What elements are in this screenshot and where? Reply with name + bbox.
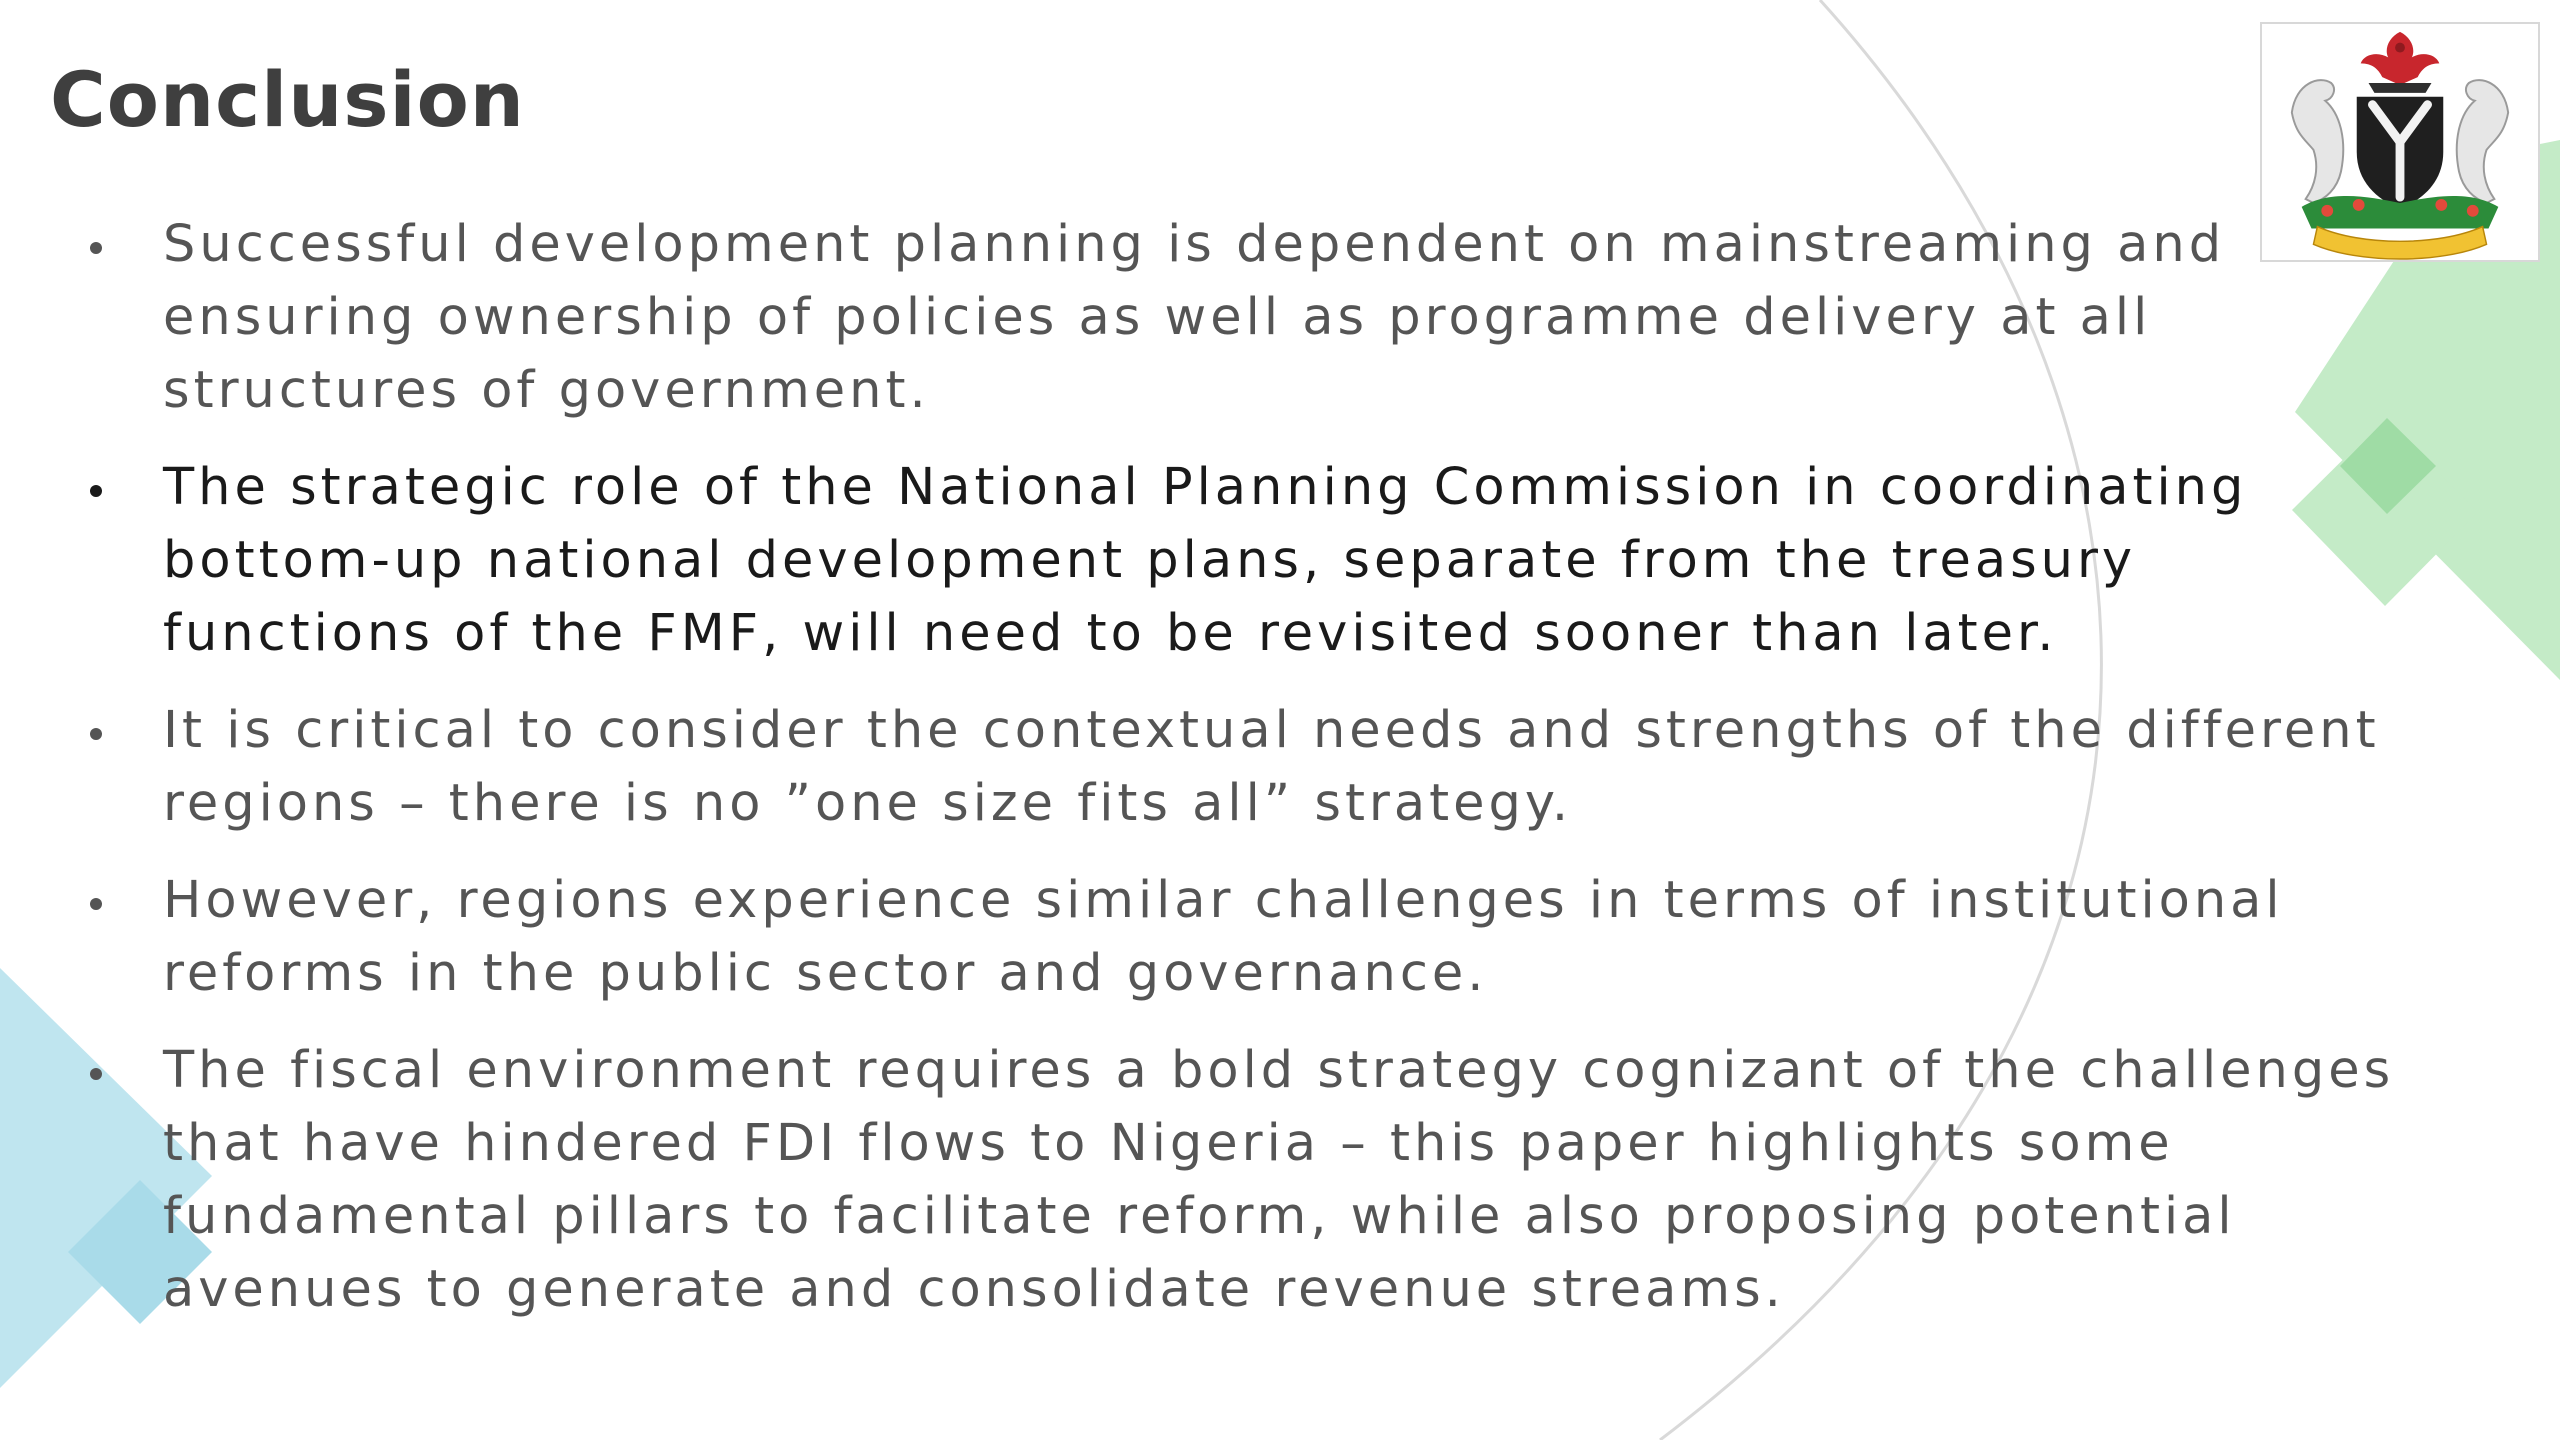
shield-icon <box>2357 97 2444 209</box>
bullet-item <box>0 694 2400 840</box>
horse-right-icon <box>2457 80 2508 203</box>
bullet-item <box>0 208 2400 427</box>
slide-title: Conclusion <box>50 55 525 144</box>
bullet-text: Successful development planning is dependent on mainstreaming and ensuring ownership of policies as well as programme delivery at all structures of government. <box>163 215 2226 420</box>
motto-ribbon-icon <box>2313 227 2486 259</box>
bullet-item <box>0 451 2400 670</box>
bullet-text: It is critical to consider the contextual needs and strengths of the different regions – there is no ”one size fits all” strategy. <box>163 701 2380 833</box>
bullet-list <box>0 208 2400 1350</box>
bullet-item <box>0 1034 2400 1326</box>
bullet-text: However, regions experience similar challenges in terms of institutional reforms in the public sector and governance. <box>163 871 2284 1003</box>
bullet-dot-icon <box>90 898 102 910</box>
coat-of-arms-icon <box>2260 22 2540 262</box>
eagle-icon <box>2361 32 2440 93</box>
bullet-dot-icon <box>90 242 102 254</box>
bullet-dot-icon <box>90 728 102 740</box>
bullet-text: The fiscal environment requires a bold strategy cognizant of the challenges that have hindered FDI flows to Nigeria – this paper highlights some fundamental pillars to facilitate reform, while also proposing potential avenues to generate and consolidate revenue streams. <box>163 1041 2395 1319</box>
bullet-dot-icon <box>90 1068 102 1080</box>
horse-left-icon <box>2292 80 2343 203</box>
bullet-text: The strategic role of the National Planning Commission in coordinating bottom-up national development plans, separate from the treasury functions of the FMF, will need to be revisited sooner than later. <box>163 458 2248 663</box>
bullet-dot-icon <box>90 485 102 497</box>
bullet-item <box>0 864 2400 1010</box>
